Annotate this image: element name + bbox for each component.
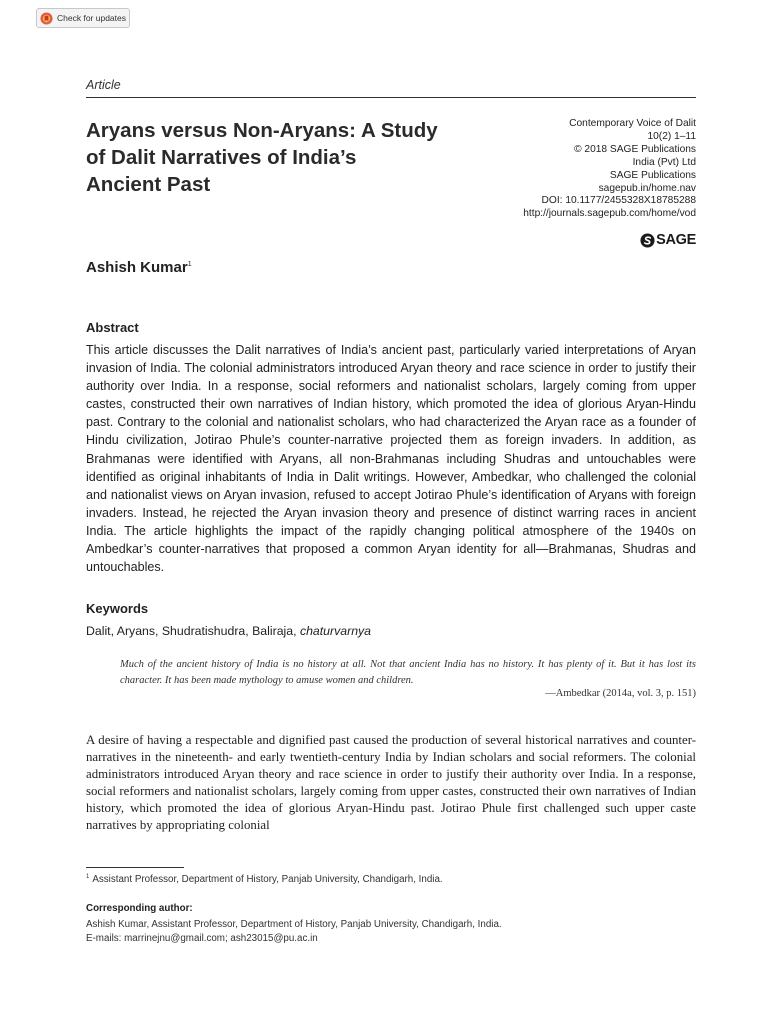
sage-logo <box>640 232 696 248</box>
abstract-text: This article discusses the Dalit narratives of India’s ancient past, particularly varied interpretations of Aryan invasion of India. The colonial administrators introduced Aryan theory and race science in order to justify their authority over India. In a response, social reformers and nationalist scholars, largely coming from upper castes, constructed their own narratives of Indian history, which promoted the idea of glorious Aryan-Hindu past. Contrary to the colonial and nationalist scholars, who had characterized the Aryan race as a founder of Hindu civilization, Jotirao Phule’s counter-narrative projected them as foreign invaders. In addition, as Brahmanas were identified with Aryans, all non-Brahmanas including Shudras and untouchables were identified as original inhabitants of India in Dalit writings. However, Ambedkar, who challenged the colonial and nationalist views on Aryan invasion, refused to accept Jotirao Phule’s identification of Aryans with foreign invaders. Instead, he rejected the Aryan invasion theory and presence of distinct warring races in ancient India. The article highlights the impact of the rapidly changing political atmosphere of the 1940s on Ambedkar’s counter-narratives that proposed a common Aryan identity for all—Brahmanas, Shudras and untouchables. <box>86 343 696 575</box>
check-for-updates-label: Check for updates <box>57 13 126 23</box>
copyright-line: © 2018 SAGE Publications <box>574 143 696 155</box>
footnote-mark: 1 <box>86 874 90 880</box>
author-name-text: Ashish Kumar <box>86 259 188 276</box>
author-name <box>86 259 192 276</box>
journal-info <box>416 118 696 221</box>
author-affiliation-mark: 1 <box>187 261 192 268</box>
title-line-2: of Dalit Narratives of India’s <box>86 146 357 169</box>
check-for-updates-button[interactable] <box>36 8 130 28</box>
corresponding-author-heading: Corresponding author: <box>86 903 193 914</box>
update-badge-icon <box>40 12 53 25</box>
article-type-label: Article <box>86 78 121 92</box>
epigraph-quote: Much of the ancient history of India is no history at all. Not that ancient India has no history. It has plenty of it. But it has lost its character. It has been made mythology to amuse women and children. <box>120 659 696 686</box>
doi-line[interactable]: DOI: 10.1177/2455328X18785288 <box>541 195 696 207</box>
abstract-heading: Abstract <box>86 320 139 335</box>
title-line-1: Aryans versus Non-Aryans: A Study <box>86 119 438 142</box>
keywords-heading: Keywords <box>86 601 149 616</box>
corresponding-author-details: Ashish Kumar, Assistant Professor, Department of History, Panjab University, Chandigarh, India. <box>86 919 502 930</box>
sage-logo-icon <box>640 233 655 248</box>
journal-volume: 10(2) 1–11 <box>647 130 696 142</box>
journal-url[interactable]: http://journals.sagepub.com/home/vod <box>523 208 696 220</box>
sage-logo-text: SAGE <box>656 232 696 248</box>
epigraph-attribution: —Ambedkar (2014a, vol. 3, p. 151) <box>545 688 696 699</box>
body-paragraph: A desire of having a respectable and dignified past caused the production of several historical narratives and counter-narratives in the nineteenth- and early twentieth-century India by Indian scholars and social reformers. The colonial administrators introduced Aryan theory and race science in order to justify their authority over India. In a response, social reformers and nationalist scholars, largely coming from upper castes, constructed their own narratives of Indian history, which promoted the idea of glorious Aryan-Hindu past. Jotirao Phule first challenged such upper caste narratives by appropriating colonial <box>86 733 696 833</box>
header-rule <box>86 97 696 98</box>
journal-name: Contemporary Voice of Dalit <box>569 118 696 129</box>
publisher-name: SAGE Publications <box>609 169 696 181</box>
footnote-text: Assistant Professor, Department of History, Panjab University, Chandigarh, India. <box>92 874 443 885</box>
publisher-url[interactable]: sagepub.in/home.nav <box>598 182 696 194</box>
corresponding-author-emails[interactable]: E-mails: marrinejnu@gmail.com; ash23015@pu.ac.in <box>86 933 318 944</box>
title-line-3: Ancient Past <box>86 173 211 196</box>
copyright-holder: India (Pvt) Ltd <box>632 156 696 168</box>
keywords-text: Dalit, Aryans, Shudratishudra, Baliraja, <box>86 624 300 638</box>
footnote <box>86 874 443 885</box>
keyword-italic: chaturvarnya <box>299 624 372 638</box>
footnote-rule <box>86 867 184 868</box>
keywords-list <box>86 624 371 638</box>
